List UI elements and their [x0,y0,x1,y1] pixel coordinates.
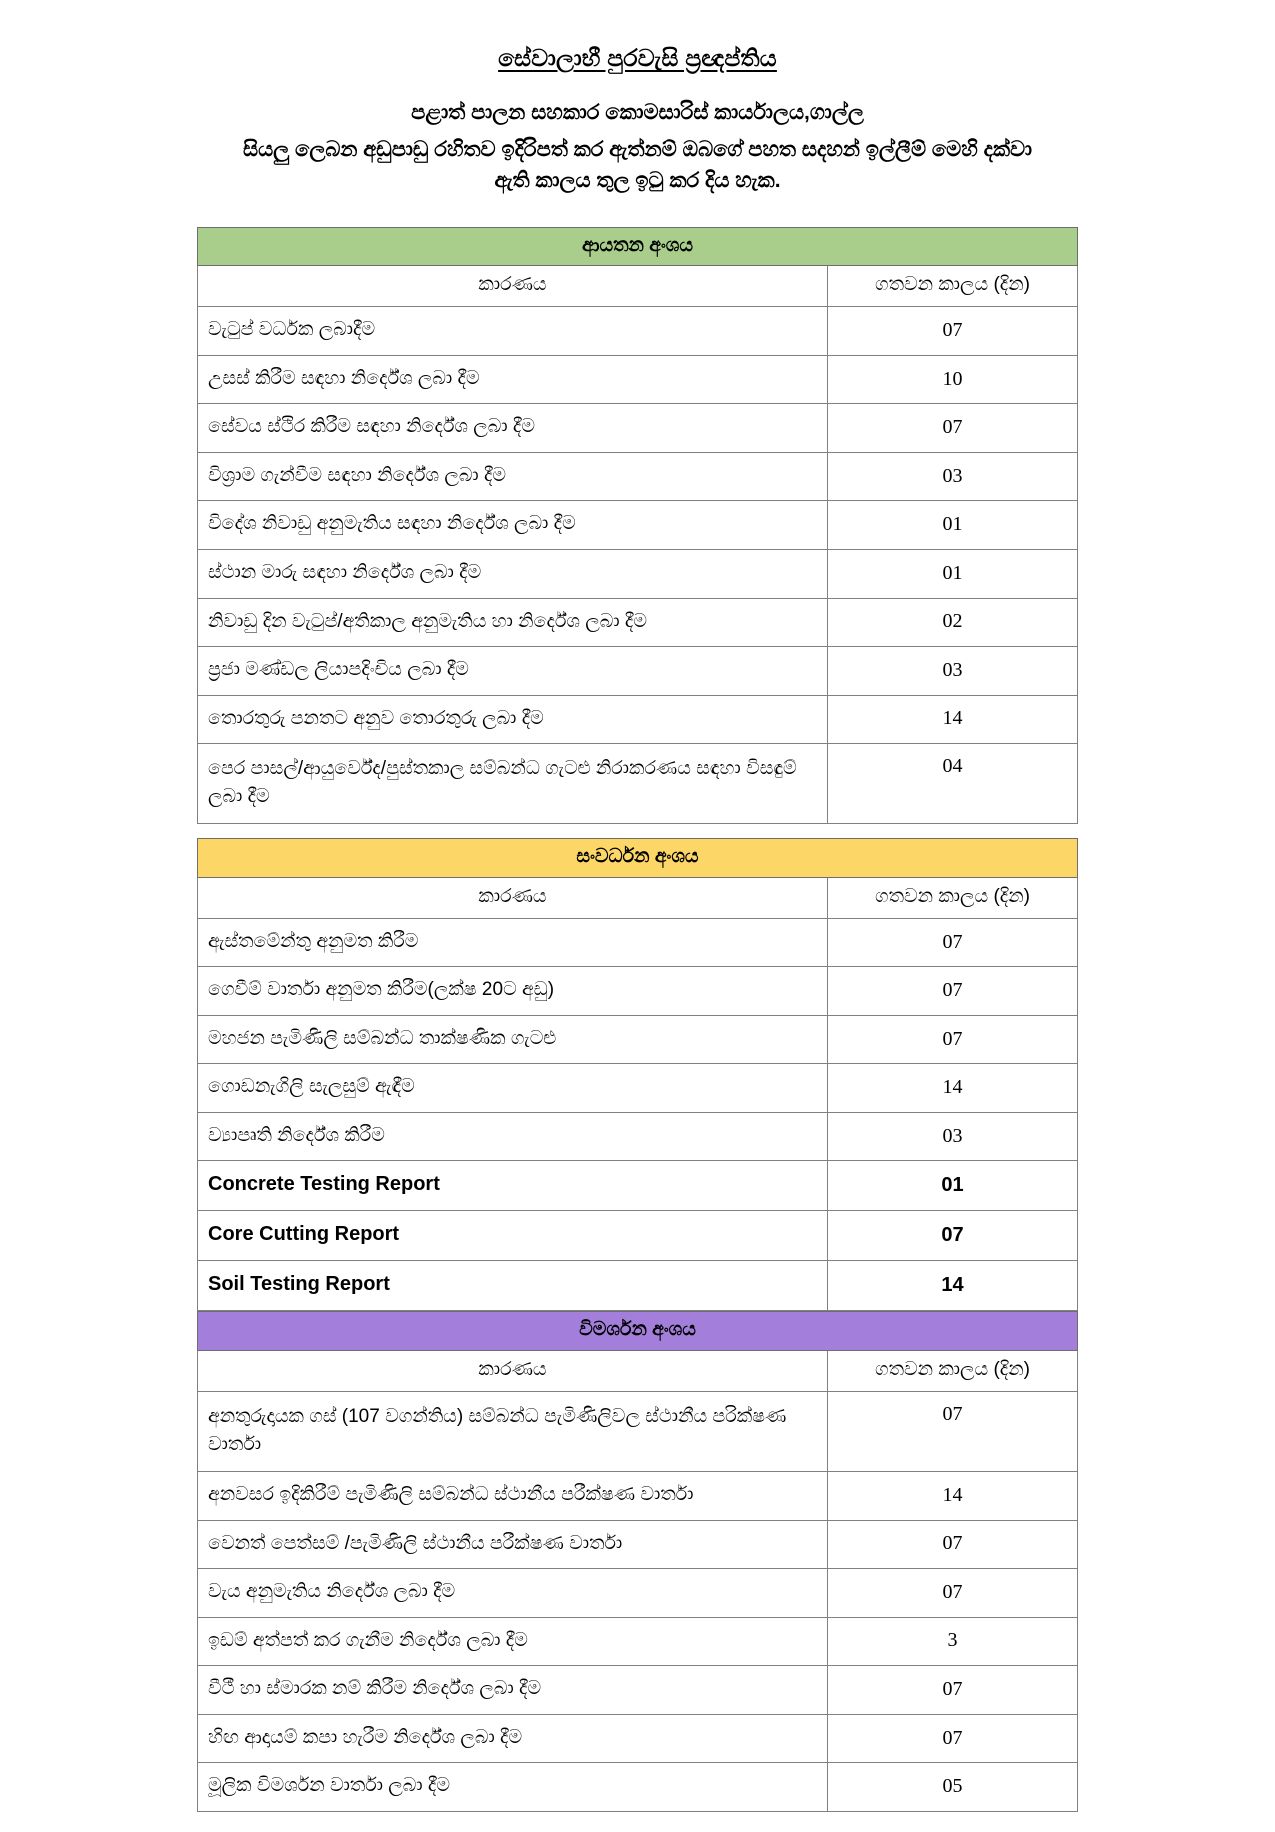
row-reason: වැටුප් වර්ධක ලබාදීම [198,307,828,356]
section-title: ආයතන අංශය [198,227,1078,266]
row-days: 01 [828,549,1078,598]
row-reason: වෙනත් පෙත්සම් /පැමිණිලි ස්ථානීය පරීක්ෂණ වාර්තා [198,1520,828,1569]
row-days: 01 [828,501,1078,550]
row-reason: විදේශ නිවාඩු අනුමැතිය සඳහා නිර්දේශ ලබා දීම [198,501,828,550]
row-days: 03 [828,1112,1078,1161]
table-row [198,307,1078,356]
table-row [198,355,1078,404]
row-reason: Soil Testing Report [198,1261,828,1311]
intro-line-2: ඇති කාලය තුල ඉටු කර දිය හැක. [494,169,781,193]
row-days: 03 [828,452,1078,501]
table-row [198,1714,1078,1763]
row-reason: ප්‍රජා මණ්ඩල ලියාපදිංචිය ලබා දීම [198,647,828,696]
row-reason: උසස් කිරීම සඳහා නිර්දේශ ලබා දීම [198,355,828,404]
column-header-row [198,266,1078,307]
row-days: 03 [828,647,1078,696]
table-row [198,647,1078,696]
row-reason: විශ්‍රාම ගැන්වීම සඳහා නිර්දේශ ලබා දීම [198,452,828,501]
row-days: 07 [828,307,1078,356]
row-days: 07 [828,918,1078,967]
row-reason: අනවසර ඉදිකිරීම් පැමිණිලි සම්බන්ධ ස්ථානීය පරීක්ෂණ වාර්තා [198,1472,828,1521]
column-header-days: ගතවන කාලය (දින) [828,877,1078,918]
row-days: 07 [828,1569,1078,1618]
table-row [198,598,1078,647]
table-row [198,967,1078,1016]
row-days: 05 [828,1763,1078,1812]
table-row [198,1763,1078,1812]
row-days: 3 [828,1617,1078,1666]
table-investigation-division [197,1311,1078,1811]
row-reason: ගෙවීම් වාර්තා අනුමත කිරීම(ලක්ෂ 20ට අඩු) [198,967,828,1016]
row-reason: වීථී හා ස්මාරක නම් කිරීම නිර්දේශ ලබා දීම [198,1666,828,1715]
row-reason: පෙර පාසල්/ආයුර්වේද/පුස්තකාල සම්බන්ධ ගැටළු නිරාකරණය සඳහා විසඳුම් ලබා දීම [198,744,828,824]
section-title: සංවර්ධන අංශය [198,839,1078,878]
table-row [198,1617,1078,1666]
column-header-reason: කාරණය [198,1351,828,1392]
table-row [198,918,1078,967]
row-days: 07 [828,1666,1078,1715]
table-row [198,549,1078,598]
column-header-reason: කාරණය [198,266,828,307]
row-days: 07 [828,1520,1078,1569]
table-row [198,1112,1078,1161]
row-reason: අනතුරුදායක ගස් (107 වගන්තිය) සම්බන්ධ පැමිණිලිවල ස්ථානීය පරික්ෂණ වාර්තා [198,1391,828,1471]
row-days: 02 [828,598,1078,647]
column-header-reason: කාරණය [198,877,828,918]
row-reason: Core Cutting Report [198,1211,828,1261]
table-institutional-division [197,227,1078,825]
row-days: 07 [828,1391,1078,1471]
table-row [198,1391,1078,1471]
row-days: 07 [828,1211,1078,1261]
table-row [198,1015,1078,1064]
column-header-days: ගතවන කාලය (දින) [828,1351,1078,1392]
row-days: 14 [828,1064,1078,1113]
table-row [198,695,1078,744]
office-name: පළාත් පාලන සහකාර කොමසාරිස් කාර්යාලය,ගාල්ල [411,101,864,125]
row-days: 07 [828,1015,1078,1064]
row-days: 01 [828,1161,1078,1211]
row-days: 07 [828,404,1078,453]
row-reason: Concrete Testing Report [198,1161,828,1211]
row-days: 04 [828,744,1078,824]
column-header-row [198,877,1078,918]
table-row [198,1211,1078,1261]
table-row [198,1261,1078,1311]
table-row [198,1064,1078,1113]
row-reason: ගොඩනැගිලි සැලසුම් ඇඳීම [198,1064,828,1113]
row-reason: ස්ථාන මාරු සඳහා නිර්දේශ ලබා දීම [198,549,828,598]
row-reason: හිඟ ආදායම් කපා හැරීම නිර්දේශ ලබා දීම [198,1714,828,1763]
row-reason: මහජන පැමිණිලි සම්බන්ධ තාක්ෂණික ගැටළු [198,1015,828,1064]
row-days: 14 [828,695,1078,744]
section-title: විමර්ශන අංශය [198,1312,1078,1351]
row-days: 14 [828,1472,1078,1521]
table-row [198,1161,1078,1211]
row-reason: වැය අනුමැතිය නිර්දේශ ලබා දීම [198,1569,828,1618]
row-reason: ඇස්තමේන්තු අනුමත කිරීම [198,918,828,967]
row-reason: තොරතුරු පනතට අනුව තොරතුරු ලබා දීම [198,695,828,744]
row-days: 14 [828,1261,1078,1311]
page-title: සේවාලාභී පුරවැසි ප්‍රඥප්තිය [498,45,777,71]
table-development-division [197,838,1078,1311]
row-reason: ඉඩම් අත්පත් කර ගැනීම නිර්දේශ ලබා දීම [198,1617,828,1666]
row-days: 07 [828,1714,1078,1763]
table-row [198,1520,1078,1569]
row-reason: මූලික විමර්ශන වාර්තා ලබා දීම [198,1763,828,1812]
column-header-row [198,1351,1078,1392]
table-row [198,1666,1078,1715]
row-days: 10 [828,355,1078,404]
table-row [198,1569,1078,1618]
section-header-institutional [198,227,1078,266]
section-header-investigation [198,1312,1078,1351]
section-header-development [198,839,1078,878]
row-reason: සේවය ස්ථිර කිරීම සඳහා නිර්දේශ ලබා දීම [198,404,828,453]
table-row [198,1472,1078,1521]
table-row [198,501,1078,550]
row-reason: නිවාඩු දින වැටුප්/අතිකාල අනුමැතිය හා නිර්දේශ ලබා දීම [198,598,828,647]
intro-line-1: සියලු ලෙබන අඩුපාඩු රහිතව ඉදිරිපත් කර ඇත්නම් ඔබගේ පහත සදහන් ඉල්ලීම් මෙහි දක්වා [242,137,1033,161]
intro-paragraph [140,134,1135,197]
row-reason: ව්‍යාපෘති නිර්දේශ කිරීම [198,1112,828,1161]
row-days: 07 [828,967,1078,1016]
table-row [198,404,1078,453]
table-row [198,452,1078,501]
table-row [198,744,1078,824]
column-header-days: ගතවන කාලය (දින) [828,266,1078,307]
